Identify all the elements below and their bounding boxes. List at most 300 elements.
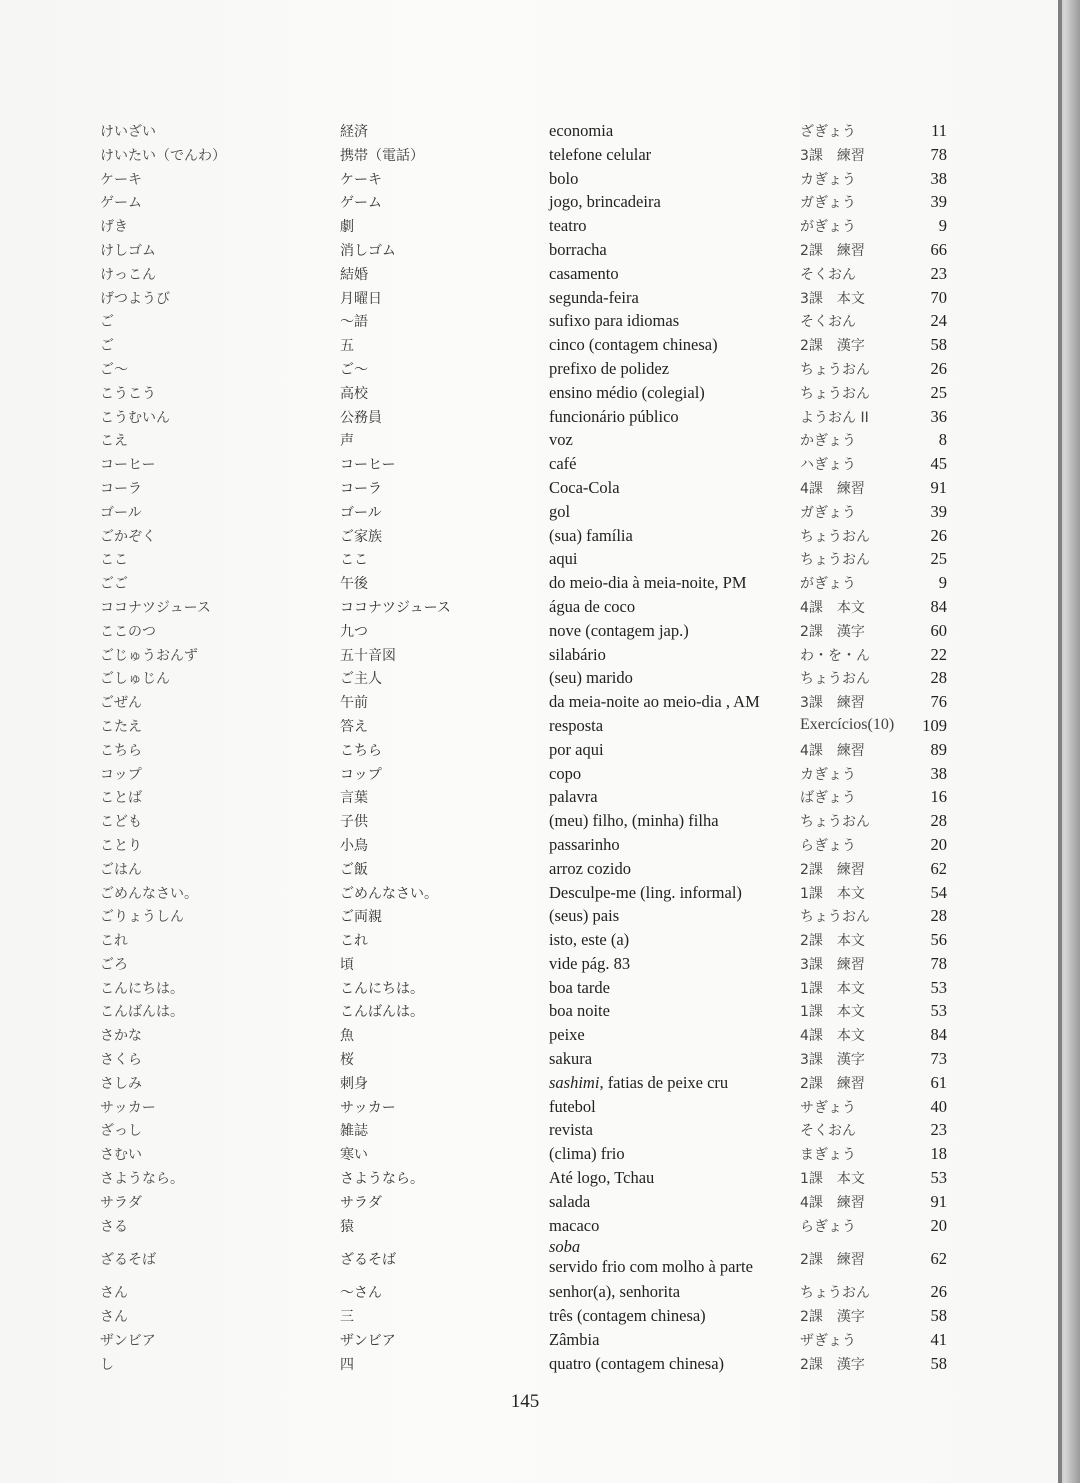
entry-lesson: 3課 練習 <box>800 695 865 712</box>
entry-portuguese <box>549 1330 599 1350</box>
entry-portuguese <box>549 1001 610 1021</box>
entry-page: 53 <box>930 1001 947 1021</box>
glossary-row <box>0 1070 1040 1094</box>
glossary-row <box>0 737 1040 761</box>
entry-portuguese <box>549 954 630 974</box>
entry-page: 24 <box>930 311 947 331</box>
entry-page: 9 <box>938 573 947 593</box>
entry-kana: げき <box>100 219 128 236</box>
entry-kanji: ゴール <box>340 504 382 521</box>
entry-kanji: これ <box>340 933 368 950</box>
entry-portuguese-text: casamento <box>549 263 619 283</box>
entry-lesson: カぎょう <box>800 766 856 783</box>
entry-portuguese <box>549 645 606 665</box>
entry-page: 25 <box>930 382 947 402</box>
glossary-row <box>0 594 1040 618</box>
glossary-row <box>0 356 1040 380</box>
glossary-row <box>0 808 1040 832</box>
entry-portuguese-text: prefixo de polidez <box>549 358 670 378</box>
entry-portuguese <box>549 930 629 950</box>
entry-page: 28 <box>930 668 947 688</box>
entry-kanji: ここ <box>340 552 368 569</box>
entry-kana: ことば <box>100 790 142 807</box>
entry-lesson: ちょうおん <box>800 671 870 688</box>
glossary-row <box>0 784 1040 808</box>
entry-kanji: ゲーム <box>340 195 382 212</box>
glossary-row <box>0 237 1040 261</box>
entry-kanji: 寒い <box>340 1147 368 1164</box>
entry-page: 20 <box>930 834 947 854</box>
entry-portuguese-italic: sashimi <box>549 1072 600 1092</box>
entry-portuguese <box>549 478 620 498</box>
entry-portuguese-text: (meu) filho, (minha) filha <box>549 811 719 831</box>
glossary-row <box>0 903 1040 927</box>
entry-kana: さかな <box>100 1028 142 1045</box>
entry-kana: し <box>100 1356 114 1373</box>
entry-portuguese-text: vide pág. 83 <box>549 953 631 973</box>
glossary-row <box>0 975 1040 999</box>
glossary-row <box>0 1327 1040 1351</box>
entry-portuguese <box>549 811 719 831</box>
entry-page: 38 <box>930 168 947 188</box>
entry-portuguese-text: arroz cozido <box>549 858 631 878</box>
entry-lesson: ちょうおん <box>800 814 870 831</box>
entry-lesson: わ・を・ん <box>800 647 870 664</box>
entry-portuguese <box>549 192 661 212</box>
glossary-row <box>0 213 1040 237</box>
entry-page: 26 <box>930 525 947 545</box>
entry-portuguese <box>549 835 620 855</box>
entry-portuguese <box>549 121 613 141</box>
entry-kana: さしみ <box>100 1075 142 1092</box>
entry-portuguese-text: palavra <box>549 787 598 807</box>
entry-portuguese-text: aqui <box>549 549 578 569</box>
entry-kana: こうこう <box>100 385 156 402</box>
entry-kana: ごしゅじん <box>100 671 170 688</box>
entry-portuguese-text: cinco (contagem chinesa) <box>549 335 718 355</box>
entry-kana: こたえ <box>100 718 142 735</box>
entry-kana: ごろ <box>100 956 128 973</box>
entry-page: 23 <box>930 1120 947 1140</box>
entry-lesson: 1課 本文 <box>800 1171 865 1188</box>
entry-lesson: ちょうおん <box>800 528 870 545</box>
entry-kana: げつようび <box>100 290 170 307</box>
entry-kana: ゲーム <box>100 195 142 212</box>
glossary-row <box>0 665 1040 689</box>
entry-portuguese <box>549 383 705 403</box>
glossary-row <box>0 261 1040 285</box>
entry-portuguese-text: copo <box>549 763 582 783</box>
entry-page: 40 <box>930 1096 947 1116</box>
entry-kana: ここのつ <box>100 623 156 640</box>
entry-lesson: 2課 練習 <box>800 242 865 259</box>
entry-page: 84 <box>930 1025 947 1045</box>
entry-kana: こうむいん <box>100 409 170 426</box>
glossary-row <box>0 1046 1040 1070</box>
entry-portuguese <box>549 1120 593 1140</box>
entry-kana: さくら <box>100 1052 142 1069</box>
entry-kanji: 〜さん <box>340 1285 382 1302</box>
entry-portuguese <box>549 407 679 427</box>
entry-portuguese-text: da meia-noite ao meio-dia , AM <box>549 692 760 712</box>
entry-portuguese-text: salada <box>549 1191 591 1211</box>
entry-lesson: ザぎょう <box>800 1333 856 1350</box>
entry-kana: ざるそば <box>100 1252 156 1269</box>
entry-portuguese <box>549 549 577 569</box>
entry-portuguese-text: café <box>549 454 577 474</box>
entry-portuguese-text: funcionário público <box>549 406 679 426</box>
entry-lesson: ちょうおん <box>800 552 870 569</box>
glossary-row <box>0 1022 1040 1046</box>
glossary-table <box>0 118 1040 1375</box>
entry-portuguese-text: macaco <box>549 1215 600 1235</box>
entry-page: 89 <box>930 739 947 759</box>
entry-lesson: 4課 練習 <box>800 480 865 497</box>
glossary-row <box>0 642 1040 666</box>
entry-kanji: こちら <box>340 742 382 759</box>
entry-kanji: 五 <box>340 338 354 355</box>
entry-kana: こんばんは。 <box>100 1004 184 1021</box>
entry-portuguese-text: , fatias de peixe cru <box>599 1072 729 1092</box>
entry-page: 28 <box>930 906 947 926</box>
entry-kana: サラダ <box>100 1194 142 1211</box>
entry-portuguese <box>549 1097 596 1117</box>
entry-lesson: 3課 練習 <box>800 956 865 973</box>
entry-kanji: 結婚 <box>340 266 368 283</box>
entry-lesson: そくおん <box>800 1123 856 1140</box>
entry-lesson: ばぎょう <box>800 790 856 807</box>
entry-portuguese-text: servido frio com molho à parte <box>549 1257 753 1277</box>
entry-page: 58 <box>930 335 947 355</box>
entry-lesson: ガぎょう <box>800 195 856 212</box>
entry-kanji: 猿 <box>340 1218 354 1235</box>
entry-lesson: 3課 漢字 <box>800 1052 865 1069</box>
entry-kanji: 携帯（電話） <box>340 147 424 164</box>
entry-portuguese <box>549 430 573 450</box>
entry-page: 62 <box>930 1249 947 1269</box>
entry-portuguese-text: quatro (contagem chinesa) <box>549 1353 725 1373</box>
entry-kanji: ザンビア <box>340 1333 396 1350</box>
entry-portuguese-text: sakura <box>549 1049 593 1069</box>
entry-page: 66 <box>930 239 947 259</box>
entry-lesson: 4課 本文 <box>800 1028 865 1045</box>
entry-kana: こちら <box>100 742 142 759</box>
entry-portuguese <box>549 1073 728 1093</box>
entry-page: 91 <box>930 477 947 497</box>
entry-portuguese-text: (seus) pais <box>549 906 620 926</box>
entry-kana: コップ <box>100 766 142 783</box>
entry-portuguese <box>549 216 587 236</box>
entry-portuguese-text: (seu) marido <box>549 668 633 688</box>
entry-portuguese <box>549 1282 680 1302</box>
entry-page: 16 <box>930 787 947 807</box>
entry-portuguese-text: telefone celular <box>549 144 652 164</box>
entry-lesson: 1課 本文 <box>800 885 865 902</box>
entry-portuguese <box>549 169 578 189</box>
entry-kanji: ご飯 <box>340 861 368 878</box>
entry-kana: ゴール <box>100 504 142 521</box>
entry-page: 53 <box>930 977 947 997</box>
entry-kanji: 魚 <box>340 1028 354 1045</box>
entry-kana: ごめんなさい。 <box>100 885 198 902</box>
entry-kana: コーヒー <box>100 457 156 474</box>
entry-kana: ことり <box>100 837 142 854</box>
entry-kana: さん <box>100 1309 128 1326</box>
entry-page: 9 <box>938 216 947 236</box>
entry-kanji: こんばんは。 <box>340 1004 424 1021</box>
entry-portuguese <box>549 906 619 926</box>
glossary-row <box>0 1189 1040 1213</box>
entry-lesson: 4課 練習 <box>800 1194 865 1211</box>
entry-portuguese <box>549 502 570 522</box>
glossary-row <box>0 1117 1040 1141</box>
entry-lesson: 2課 漢字 <box>800 623 865 640</box>
entry-kanji: さようなら。 <box>340 1171 424 1188</box>
entry-lesson: かぎょう <box>800 433 856 450</box>
entry-portuguese-text: gol <box>549 501 571 521</box>
entry-lesson: がぎょう <box>800 576 856 593</box>
glossary-row <box>0 689 1040 713</box>
glossary-row <box>0 951 1040 975</box>
glossary-row <box>0 427 1040 451</box>
entry-kanji: サッカー <box>340 1099 396 1116</box>
entry-portuguese-text: teatro <box>549 216 587 236</box>
entry-portuguese <box>549 883 742 903</box>
entry-portuguese <box>549 692 760 712</box>
entry-portuguese <box>549 668 633 688</box>
entry-portuguese <box>549 335 718 355</box>
entry-kanji: コーラ <box>340 480 382 497</box>
entry-kana: ごりょうしん <box>100 909 184 926</box>
entry-lesson: そくおん <box>800 314 856 331</box>
entry-page: 39 <box>930 192 947 212</box>
entry-page: 58 <box>930 1306 947 1326</box>
entry-lesson: ガぎょう <box>800 504 856 521</box>
entry-kanji: 頃 <box>340 956 354 973</box>
entry-page: 91 <box>930 1191 947 1211</box>
entry-kanji: 公務員 <box>340 409 382 426</box>
entry-lesson: そくおん <box>800 266 856 283</box>
entry-kana: ご <box>100 314 114 331</box>
entry-portuguese-text: ensino médio (colegial) <box>549 382 705 402</box>
entry-portuguese <box>549 1144 625 1164</box>
entry-kanji: こんにちは。 <box>340 980 424 997</box>
entry-portuguese <box>549 764 581 784</box>
entry-page: 20 <box>930 1215 947 1235</box>
glossary-row <box>0 832 1040 856</box>
entry-lesson: ちょうおん <box>800 361 870 378</box>
entry-portuguese <box>549 787 598 807</box>
entry-portuguese-text: Até logo, Tchau <box>549 1168 655 1188</box>
entry-lesson: ざぎょう <box>800 124 856 140</box>
entry-kana: ごはん <box>100 861 142 878</box>
entry-lesson: ハぎょう <box>800 457 856 474</box>
entry-portuguese <box>549 145 651 165</box>
glossary-row <box>0 142 1040 166</box>
glossary-row <box>0 523 1040 547</box>
entry-kanji: 〜語 <box>340 314 368 331</box>
glossary-row <box>0 308 1040 332</box>
entry-page: 38 <box>930 763 947 783</box>
entry-portuguese-text: isto, este (a) <box>549 930 630 950</box>
entry-portuguese-text: (clima) frio <box>549 1144 625 1164</box>
entry-lesson: 3課 本文 <box>800 290 865 307</box>
entry-portuguese <box>549 573 747 593</box>
glossary-row <box>0 380 1040 404</box>
entry-portuguese-text: revista <box>549 1120 593 1140</box>
glossary-row <box>0 1213 1040 1237</box>
entry-page: 78 <box>930 953 947 973</box>
entry-kana: コーラ <box>100 480 142 497</box>
entry-portuguese <box>549 1216 599 1236</box>
entry-kanji: 三 <box>340 1309 354 1326</box>
entry-kanji: 五十音図 <box>340 647 396 664</box>
entry-portuguese-text: Desculpe-me (ling. informal) <box>549 882 742 902</box>
entry-kanji: 午前 <box>340 695 368 712</box>
glossary-row <box>0 332 1040 356</box>
entry-kana: これ <box>100 933 128 950</box>
entry-kana: さようなら。 <box>100 1171 184 1188</box>
entry-kana: ざっし <box>100 1123 142 1140</box>
entry-portuguese-text: por aqui <box>549 739 604 759</box>
entry-lesson: ちょうおん <box>800 385 870 402</box>
entry-portuguese-text: três (contagem chinesa) <box>549 1306 706 1326</box>
entry-kana: こんにちは。 <box>100 980 184 997</box>
entry-kana: ごじゅうおんず <box>100 647 198 664</box>
entry-portuguese <box>549 621 689 641</box>
entry-page: 26 <box>930 1282 947 1302</box>
entry-kanji: ご両親 <box>340 909 382 926</box>
entry-kanji: 言葉 <box>340 790 368 807</box>
entry-lesson: 2課 練習 <box>800 1075 865 1092</box>
glossary-row <box>0 475 1040 499</box>
entry-kanji: 桜 <box>340 1052 354 1069</box>
entry-kanji: ざるそば <box>340 1252 396 1269</box>
entry-portuguese <box>549 526 633 546</box>
entry-portuguese-text: segunda-feira <box>549 287 639 307</box>
entry-kana: さる <box>100 1218 128 1235</box>
glossary-row <box>0 451 1040 475</box>
entry-kanji: サラダ <box>340 1194 382 1211</box>
entry-page: 76 <box>930 692 947 712</box>
entry-page: 23 <box>930 263 947 283</box>
entry-portuguese-text: nove (contagem jap.) <box>549 620 689 640</box>
entry-page: 36 <box>930 406 947 426</box>
entry-kana: ごかぞく <box>100 528 156 545</box>
entry-kana: ご <box>100 338 114 355</box>
entry-page: 62 <box>930 858 947 878</box>
entry-page: 61 <box>930 1072 947 1092</box>
entry-kana: けしゴム <box>100 242 156 259</box>
entry-portuguese <box>549 1237 779 1277</box>
entry-page: 22 <box>930 644 947 664</box>
entry-portuguese-italic: soba <box>549 1237 581 1257</box>
entry-portuguese-text: peixe <box>549 1025 585 1045</box>
entry-portuguese <box>549 716 603 736</box>
glossary-row <box>0 118 1040 142</box>
entry-lesson: らぎょう <box>800 837 856 854</box>
glossary-row <box>0 1279 1040 1303</box>
glossary-row <box>0 1141 1040 1165</box>
entry-portuguese-text: futebol <box>549 1096 596 1116</box>
entry-kana: ザンビア <box>100 1333 156 1350</box>
entry-portuguese <box>549 264 619 284</box>
entry-portuguese <box>549 288 639 308</box>
entry-lesson: 2課 漢字 <box>800 1309 865 1326</box>
entry-portuguese-text: Zâmbia <box>549 1330 600 1350</box>
entry-page: 70 <box>930 287 947 307</box>
entry-lesson: カぎょう <box>800 171 856 188</box>
entry-page: 41 <box>930 1330 947 1350</box>
entry-portuguese <box>549 740 604 760</box>
entry-lesson: ようおん II <box>800 409 869 426</box>
entry-page: 53 <box>930 1168 947 1188</box>
entry-lesson: らぎょう <box>800 1218 856 1235</box>
glossary-row <box>0 618 1040 642</box>
entry-lesson: ちょうおん <box>800 1285 870 1302</box>
entry-portuguese-text: boa noite <box>549 1001 610 1021</box>
entry-lesson: 2課 漢字 <box>800 1356 865 1373</box>
glossary-row <box>0 880 1040 904</box>
entry-page: 56 <box>930 930 947 950</box>
entry-kanji: ご主人 <box>340 671 382 688</box>
entry-lesson: まぎょう <box>800 1147 856 1164</box>
entry-portuguese-text: economia <box>549 121 614 140</box>
glossary-row <box>0 856 1040 880</box>
entry-portuguese <box>549 859 631 879</box>
entry-kanji: コーヒー <box>340 457 396 474</box>
entry-kanji: 劇 <box>340 219 354 236</box>
entry-kana: ココナツジュース <box>100 599 211 616</box>
entry-kanji: 答え <box>340 718 368 735</box>
entry-kana: サッカー <box>100 1099 156 1116</box>
glossary-row <box>0 570 1040 594</box>
glossary-row <box>0 166 1040 190</box>
glossary-row <box>0 927 1040 951</box>
entry-portuguese <box>549 1049 592 1069</box>
entry-portuguese <box>549 1168 654 1188</box>
entry-kanji: ケーキ <box>340 171 382 188</box>
entry-kanji: 経済 <box>340 124 368 140</box>
entry-kanji: 子供 <box>340 814 368 831</box>
entry-portuguese <box>549 1025 585 1045</box>
glossary-row <box>0 1094 1040 1118</box>
entry-page: 8 <box>938 430 947 450</box>
entry-page: 28 <box>930 811 947 831</box>
entry-portuguese-text: Coca-Cola <box>549 477 620 497</box>
entry-page: 11 <box>931 121 947 140</box>
entry-kanji: 消しゴム <box>340 242 396 259</box>
entry-lesson: 4課 本文 <box>800 599 865 616</box>
entry-lesson: 4課 練習 <box>800 742 865 759</box>
entry-page: 39 <box>930 501 947 521</box>
glossary-row <box>0 404 1040 428</box>
entry-portuguese-text: bolo <box>549 168 579 188</box>
glossary-row <box>0 546 1040 570</box>
entry-kanji: ご家族 <box>340 528 382 545</box>
glossary-row <box>0 1236 1040 1279</box>
entry-lesson: 2課 本文 <box>800 933 865 950</box>
entry-page: 26 <box>930 358 947 378</box>
entry-kana: こえ <box>100 433 128 450</box>
entry-page: 60 <box>930 620 947 640</box>
entry-kana: さん <box>100 1285 128 1302</box>
entry-kanji: 声 <box>340 433 354 450</box>
entry-page: 73 <box>930 1049 947 1069</box>
entry-lesson: 1課 本文 <box>800 980 865 997</box>
entry-page: 25 <box>930 549 947 569</box>
entry-lesson: 2課 練習 <box>800 861 865 878</box>
